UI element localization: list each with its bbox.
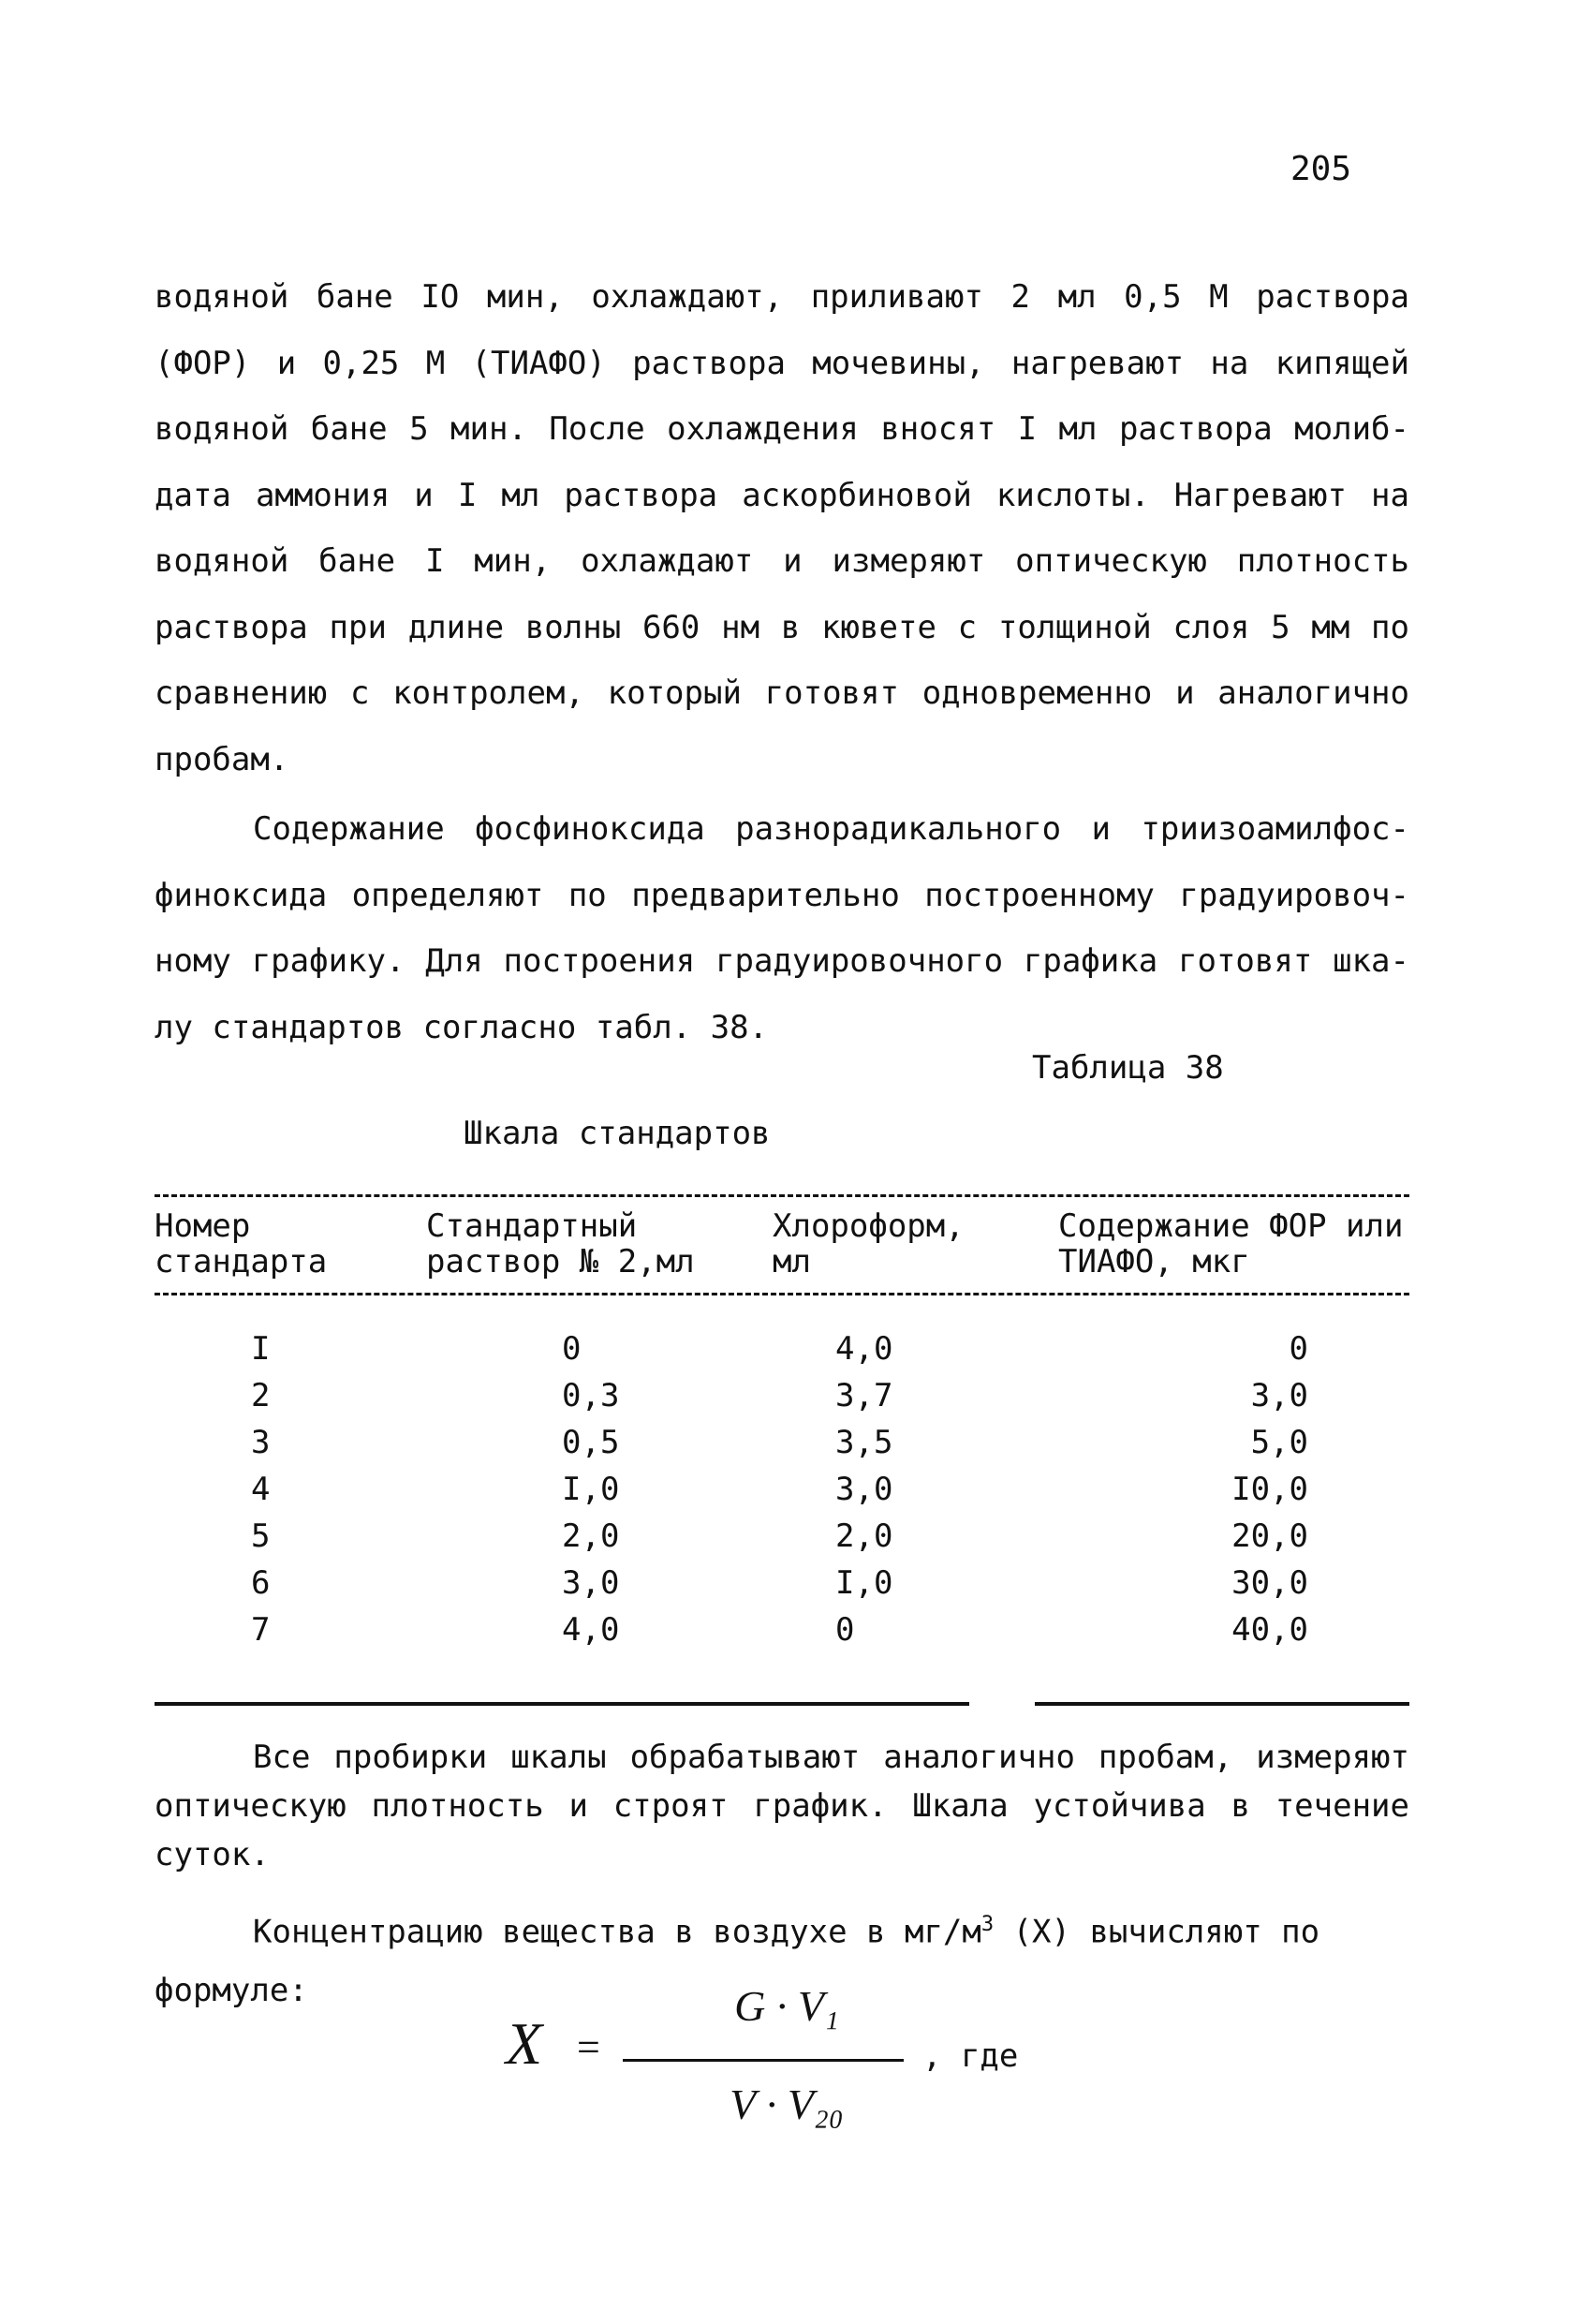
page-number: 205 (1290, 150, 1352, 188)
text-line: лу стандартов согласно табл. 38. (155, 1008, 769, 1046)
text-line: (ФОР) и 0,25 М (ТИАФО) раствора мочевины, нагревают на кипящей (155, 344, 1409, 382)
formula-lhs: X (506, 2010, 543, 2077)
text-line: Все пробирки шкалы обрабатывают аналогично пробам, измеряют (253, 1739, 1409, 1776)
table-number: Таблица 38 (1032, 1049, 1224, 1087)
header-standard-number: Номер стандарта (155, 1207, 328, 1280)
text-line: суток. (155, 1836, 270, 1873)
table-cell: 3,7 (835, 1377, 893, 1414)
table-cell: 3,0 (562, 1564, 620, 1602)
paragraph-content (155, 796, 1409, 1060)
text-line: водяной бане IO мин, охлаждают, приливают 2 мл 0,5 М раствора (155, 278, 1409, 316)
header-standard-solution: Стандартный раствор № 2,мл (426, 1207, 695, 1280)
table-cell: 0 (1289, 1330, 1308, 1368)
header-chloroform: Хлороформ, мл (773, 1207, 965, 1280)
table-cell: 30,0 (1231, 1564, 1308, 1602)
table-cell: 3,5 (835, 1424, 893, 1461)
paragraph-concentration (155, 1892, 1409, 1965)
table-cell: 5 (251, 1517, 271, 1555)
table-cell: 5,0 (1250, 1424, 1308, 1461)
table-title: Шкала стандартов (464, 1115, 771, 1152)
table-bottom-rule (155, 1702, 969, 1706)
table-cell: 7 (251, 1611, 271, 1649)
table-cell: 2,0 (562, 1517, 620, 1555)
table-cell: 0,5 (562, 1424, 620, 1461)
text-line: оптическую плотность и строят график. Шкала устойчива в течение (155, 1787, 1409, 1825)
formula-intro: формуле: (155, 1972, 308, 2009)
text-line (155, 1892, 1409, 1965)
paragraph-notes (155, 1733, 1409, 1879)
table-cell: 0 (562, 1330, 582, 1368)
table-cell: 6 (251, 1564, 271, 1602)
table-bottom-rule (1035, 1702, 1409, 1706)
formula-equals: = (577, 2024, 600, 2070)
superscript-3: 3 (980, 1913, 995, 1936)
table-cell: 4,0 (835, 1330, 893, 1368)
paragraph-procedure (155, 264, 1409, 792)
table-cell: 2 (251, 1377, 271, 1414)
table-cell: I,0 (562, 1471, 620, 1508)
text-line: ному графику. Для построения градуировочного графика готовят шка- (155, 942, 1409, 980)
table-header-rule (155, 1293, 1409, 1295)
table-cell: I0,0 (1231, 1471, 1308, 1508)
table-cell: 0,3 (562, 1377, 620, 1414)
text-line: дата аммония и I мл раствора аскорбиновой кислоты. Нагревают на (155, 476, 1409, 514)
table-cell: 40,0 (1231, 1611, 1308, 1649)
header-content: Содержание ФОР или ТИАФО, мкг (1058, 1207, 1404, 1280)
table-cell: 4 (251, 1471, 271, 1508)
table-top-rule (155, 1194, 1409, 1197)
formula-suffix: , где (922, 2037, 1019, 2075)
table-cell: 3,0 (1250, 1377, 1308, 1414)
text-line: сравнению с контролем, который готовят одновременно и аналогично (155, 674, 1409, 712)
table-cell: 4,0 (562, 1611, 620, 1649)
formula-denominator: V · V₂₀ (730, 2080, 844, 2128)
table-cell: 0 (835, 1611, 855, 1649)
table-cell: 3 (251, 1424, 271, 1461)
formula-numerator: G · V₁ (734, 1982, 839, 2030)
table-cell: I (251, 1330, 271, 1368)
table-cell: I,0 (835, 1564, 893, 1602)
formula-fraction-bar (623, 2059, 904, 2062)
table-cell: 20,0 (1231, 1517, 1308, 1555)
text-line: финоксида определяют по предварительно построенному градуировоч- (155, 876, 1409, 914)
text-line: раствора при длине волны 660 нм в кювете с толщиной слоя 5 мм по (155, 608, 1409, 646)
text-line: пробам. (155, 740, 289, 778)
text-line: водяной бане I мин, охлаждают и измеряют оптическую плотность (155, 542, 1409, 580)
concentration-text-end: (X) вычисляют по (994, 1913, 1320, 1951)
table-cell: 2,0 (835, 1517, 893, 1555)
concentration-text: Концентрацию вещества в воздухе в мг/м (253, 1913, 981, 1951)
text-line: Содержание фосфиноксида разнорадикального и триизоамилфос- (253, 810, 1409, 848)
text-line: водяной бане 5 мин. После охлаждения вносят I мл раствора молиб- (155, 410, 1409, 448)
table-cell: 3,0 (835, 1471, 893, 1508)
